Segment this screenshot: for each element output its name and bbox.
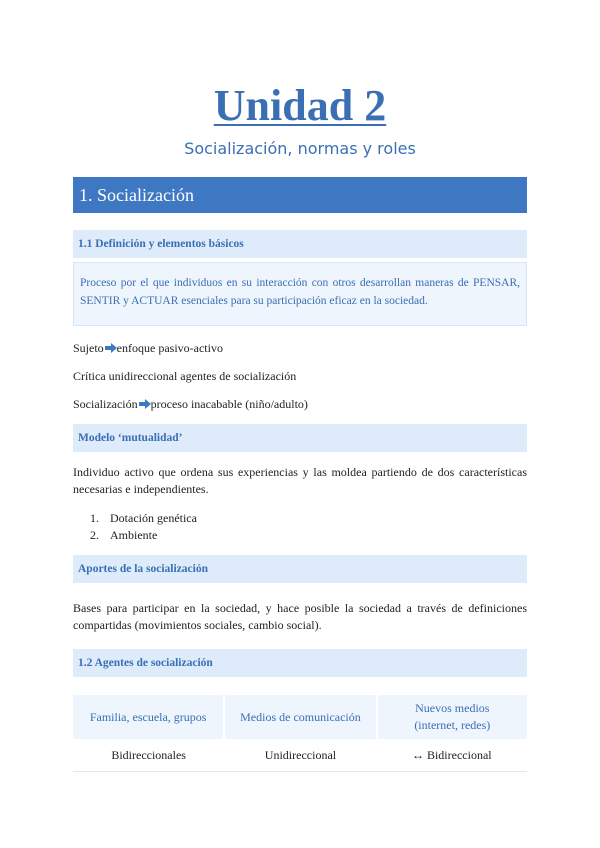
note-socializacion-term: Socialización (73, 397, 138, 411)
modelo-paragraph: Individuo activo que ordena sus experiencias y las moldea partiendo de dos características necesarias e independientes. (73, 465, 527, 496)
definition-box (73, 262, 527, 326)
subsection-heading-modelo: Modelo ‘mutualidad’ (73, 424, 527, 452)
note-socializacion (73, 397, 308, 412)
note-socializacion-desc: proceso inacabable (niño/adulto) (150, 397, 308, 411)
right-arrow-icon (139, 399, 151, 409)
list-label: Ambiente (110, 528, 158, 542)
note-sujeto-term: Sujeto (73, 341, 104, 355)
page-subtitle: Socialización, normas y roles (184, 139, 416, 158)
header-label: Medios de comunicación (240, 709, 361, 724)
definition-text: Proceso por el que individuos en su interacción con otros desarrollan maneras de PENSAR, SENTIR y ACTUAR esenciales para su participación eficaz en la sociedad. (80, 277, 520, 307)
section-heading-socializacion: 1. Socialización (73, 177, 527, 213)
subsection-heading-agentes: 1.2 Agentes de socialización (73, 649, 527, 677)
modelo-list (90, 510, 197, 544)
subsection-heading-definicion: 1.1 Definición y elementos básicos (73, 230, 527, 258)
table-header-cell (224, 695, 376, 739)
table-header-row (73, 695, 527, 739)
note-sujeto-desc: enfoque pasivo-activo (116, 341, 223, 355)
table-row (73, 739, 527, 772)
table-header-cell (73, 695, 224, 739)
subsection-heading-aportes: Aportes de la socialización (73, 555, 527, 583)
note-critica: Crítica unidireccional agentes de socialización (73, 369, 297, 383)
aportes-paragraph: Bases para participar en la sociedad, y hace posible la sociedad a través de definiciones compartidas (movimientos sociales, cambio social). (73, 601, 527, 632)
page-title: Unidad 2 (213, 81, 387, 130)
header-label: Nuevos medios (415, 701, 490, 715)
list-number: 2. (90, 528, 99, 542)
agentes-table (73, 695, 527, 772)
table-cell: Bidireccionales (73, 739, 224, 772)
list-item (90, 510, 197, 527)
right-arrow-icon (105, 343, 117, 353)
table-header-cell (377, 695, 527, 739)
header-label: Familia, escuela, grupos (89, 709, 207, 724)
list-item (90, 527, 197, 544)
table-cell: Unidireccional (224, 739, 376, 772)
header-label-sub: (internet, redes) (414, 718, 491, 732)
list-label: Dotación genética (110, 511, 197, 525)
list-number: 1. (90, 511, 99, 525)
note-sujeto (73, 341, 223, 356)
table-cell: ↔ Bidireccional (377, 739, 527, 772)
